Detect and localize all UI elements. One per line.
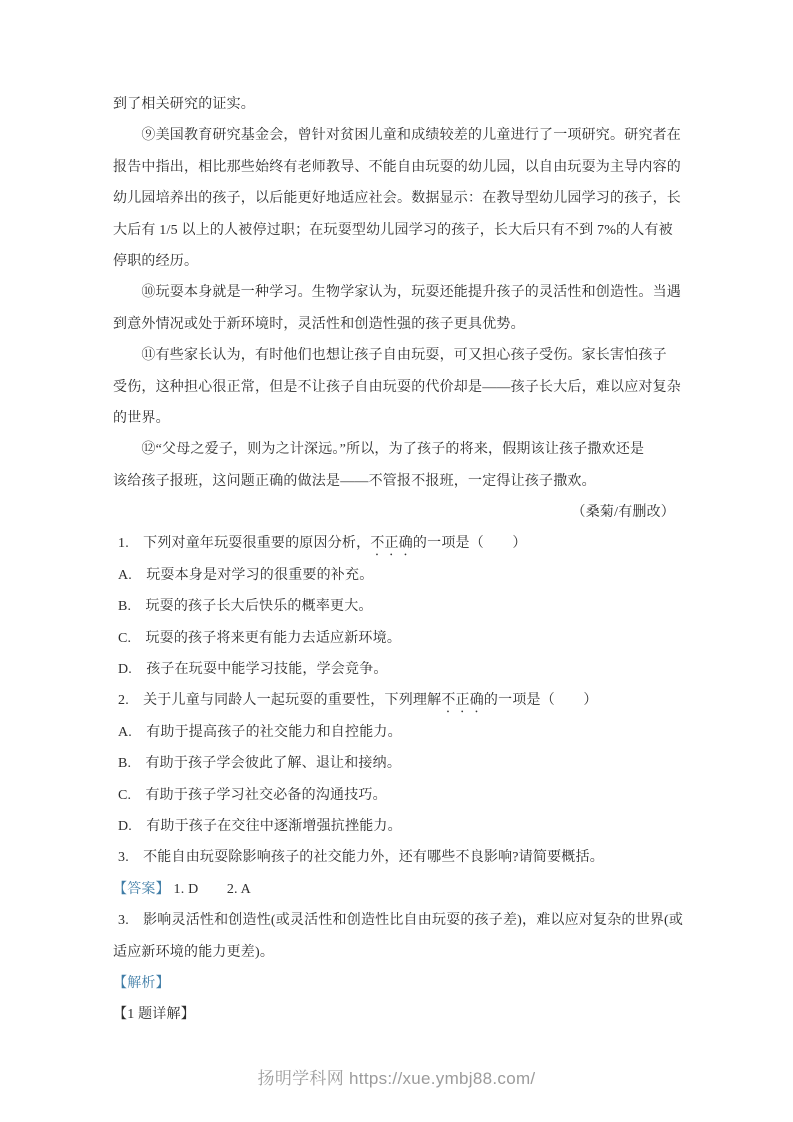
analysis-label: 【解析】 <box>113 975 170 991</box>
option-1-C <box>113 623 675 654</box>
text-run: 不正确 <box>370 536 413 552</box>
option-2-C <box>113 780 675 811</box>
text-run: 到了相关研究的证实。 <box>113 97 255 112</box>
text-run: 的一项是（ ） <box>483 693 598 709</box>
text-run: 受伤，这种担心很正常，但是不让孩子自由玩耍的代价却是——孩子长大后，难以应对复杂 <box>113 379 681 395</box>
paragraph-9-line-5 <box>113 246 675 277</box>
text-run: 的一项是（ ） <box>412 536 527 552</box>
paragraph-9-line-3 <box>113 183 681 214</box>
paragraph-9-line-4 <box>113 215 675 246</box>
question-1 <box>113 528 675 559</box>
option-2-A <box>113 717 675 748</box>
page-footer <box>0 1064 793 1089</box>
answer-line <box>113 874 675 905</box>
text-run: ⑨美国教育研究基金会，曾针对贫困儿童和成绩较差的儿童进行了一项研究。研究者在 <box>113 128 681 144</box>
option-1-A <box>113 560 675 591</box>
text-run: 报告中指出，相比那些始终有老师教导、不能自由玩耍的幼儿园，以自由玩耍为主导内容的 <box>113 159 681 175</box>
paragraph-12-line-1 <box>113 434 675 465</box>
text-run: 1. D 2. A <box>169 881 251 897</box>
text-run: ⑪有些家长认为，有时他们也想让孩子自由玩耍，可又担心孩子受伤。家长害怕孩子 <box>113 348 667 364</box>
paragraph-11-line-1 <box>113 340 675 371</box>
source-attribution <box>113 497 675 528</box>
text-run: C. 玩耍的孩子将来更有能力去适应新环境。 <box>118 630 402 646</box>
text-run: 不正确 <box>441 693 484 709</box>
text-run: 2. 关于儿童与同龄人一起玩耍的重要性，下列理解 <box>118 693 442 709</box>
text-run: ⑩玩耍本身就是一种学习。生物学家认为，玩耍还能提升孩子的灵活性和创造性。当遇 <box>113 285 681 301</box>
explanation-heading-q1 <box>113 999 675 1030</box>
paragraph-12-line-2 <box>113 466 675 497</box>
text-run: 3. 影响灵活性和创造性(或灵活性和创造性比自由玩耍的孩子差)，难以应对复杂的世界(或 <box>118 913 684 929</box>
text-run: （桑菊/有删改） <box>571 505 675 521</box>
paragraph-10-line-1 <box>113 277 681 308</box>
paragraph-9-line-1 <box>113 120 681 151</box>
text-run: 的世界。 <box>113 410 170 426</box>
option-2-B <box>113 748 675 779</box>
text-run: A. 玩耍本身是对学习的很重要的补充。 <box>118 567 374 583</box>
text-run: 幼儿园培养出的孩子，以后能更好地适应社会。数据显示：在教导型幼儿园学习的孩子，长 <box>113 191 681 207</box>
option-1-B <box>113 591 675 622</box>
text-run: 1. 下列对童年玩耍很重要的原因分析， <box>118 536 371 552</box>
analysis-heading <box>113 968 675 999</box>
answer-label: 【答案】 <box>113 881 170 897</box>
paragraph-11-line-3 <box>113 403 675 434</box>
option-2-D <box>113 811 675 842</box>
text-run: 3. 不能自由玩耍除影响孩子的社交能力外，还有哪些不良影响?请简要概括。 <box>118 850 604 866</box>
paragraph-11-line-2 <box>113 372 681 403</box>
text-run: C. 有助于孩子学习社交必备的沟通技巧。 <box>118 787 387 803</box>
text-run: B. 玩耍的孩子长大后快乐的概率更大。 <box>118 599 373 615</box>
document-body <box>113 89 684 1031</box>
text-run: 适应新环境的能力更差)。 <box>113 944 275 960</box>
option-1-D <box>113 654 675 685</box>
paragraph-10-line-2 <box>113 309 675 340</box>
paragraph-9-line-2 <box>113 152 681 183</box>
paragraph-continuation-line <box>113 89 675 120</box>
text-run: D. 孩子在玩耍中能学习技能，学会竞争。 <box>118 662 388 678</box>
answer-3-line-2 <box>113 937 675 968</box>
text-run: 到意外情况或处于新环境时，灵活性和创造性强的孩子更具优势。 <box>113 316 525 332</box>
text-run: 该给孩子报班，这问题正确的做法是——不管报不报班，一定得让孩子撒欢。 <box>113 473 596 489</box>
text-run: ⑫“父母之爱子，则为之计深远。”所以，为了孩子的将来，假期该让孩子撒欢还是 <box>113 442 645 458</box>
question-2 <box>113 685 675 716</box>
text-run: 停职的经历。 <box>113 253 199 269</box>
text-run: D. 有助于孩子在交往中逐渐增强抗挫能力。 <box>118 818 402 834</box>
text-run: B. 有助于孩子学会彼此了解、退让和接纳。 <box>118 756 402 772</box>
text-run: 大后有 1/5 以上的人被停过职；在玩耍型幼儿园学习的孩子，长大后只有不到 7%的人有被 <box>113 222 673 238</box>
question-3 <box>113 842 675 873</box>
answer-3-line-1 <box>113 905 684 936</box>
text-run: 【1 题详解】 <box>113 1007 195 1023</box>
watermark-text: 扬明学科网 https://xue.ymbj88.com/ <box>257 1069 536 1088</box>
text-run: A. 有助于提高孩子的社交能力和自控能力。 <box>118 724 402 740</box>
